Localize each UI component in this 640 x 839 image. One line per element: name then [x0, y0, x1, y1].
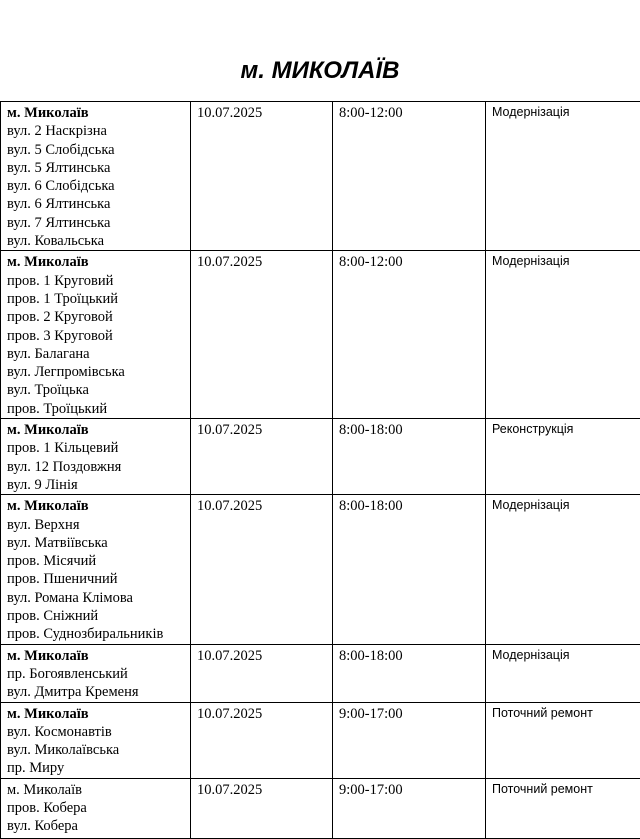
- street-name: пров. Троїцький: [7, 400, 190, 418]
- outage-schedule-table: [0, 101, 640, 839]
- table-row: [1, 102, 640, 251]
- time-cell: 8:00-18:00: [333, 495, 486, 644]
- date-cell: 10.07.2025: [191, 644, 333, 702]
- date-cell: 10.07.2025: [191, 419, 333, 495]
- page-title: м. МИКОЛАЇВ: [0, 57, 640, 85]
- street-name: пров. 1 Кільцевий: [7, 439, 190, 457]
- street-name: пр. Миру: [7, 759, 190, 777]
- street-name: вул. 2 Наскрізна: [7, 122, 190, 140]
- street-name: вул. 12 Поздовжня: [7, 458, 190, 476]
- time-cell: 8:00-12:00: [333, 102, 486, 251]
- street-name: пр. Богоявленський: [7, 665, 190, 683]
- work-type-cell: Реконструкція: [486, 419, 640, 495]
- street-name: пров. 3 Круговой: [7, 327, 190, 345]
- city-name: м. Миколаїв: [7, 104, 190, 122]
- address-cell: [1, 644, 191, 702]
- city-name: м. Миколаїв: [7, 421, 190, 439]
- street-name: пров. Суднозбиральників: [7, 625, 190, 643]
- address-cell: [1, 702, 191, 778]
- address-cell: [1, 419, 191, 495]
- address-cell: [1, 778, 191, 838]
- date-cell: 10.07.2025: [191, 495, 333, 644]
- date-cell: 10.07.2025: [191, 102, 333, 251]
- work-type-cell: Модернізація: [486, 102, 640, 251]
- time-cell: 8:00-18:00: [333, 419, 486, 495]
- street-name: вул. Романа Клімова: [7, 589, 190, 607]
- city-name: м. Миколаїв: [7, 647, 190, 665]
- street-name: вул. 5 Слобідська: [7, 141, 190, 159]
- street-name: вул. Кобера: [7, 817, 190, 835]
- street-name: вул. Матвіївська: [7, 534, 190, 552]
- time-cell: 9:00-17:00: [333, 702, 486, 778]
- street-name: пров. 1 Троїцький: [7, 290, 190, 308]
- street-name: вул. Космонавтів: [7, 723, 190, 741]
- time-cell: 8:00-18:00: [333, 644, 486, 702]
- street-name: вул. Балагана: [7, 345, 190, 363]
- street-name: вул. Миколаївська: [7, 741, 190, 759]
- city-name: м. Миколаїв: [7, 253, 190, 271]
- table-row: [1, 644, 640, 702]
- table-row: [1, 778, 640, 838]
- work-type-cell: Поточний ремонт: [486, 702, 640, 778]
- address-cell: [1, 102, 191, 251]
- street-name: вул. Ковальська: [7, 232, 190, 250]
- street-name: пров. Сніжний: [7, 607, 190, 625]
- street-name: пров. Місячий: [7, 552, 190, 570]
- street-name: вул. Верхня: [7, 516, 190, 534]
- street-name: вул. Троїцька: [7, 381, 190, 399]
- street-name: вул. 9 Лінія: [7, 476, 190, 494]
- street-name: вул. 7 Ялтинська: [7, 214, 190, 232]
- time-cell: 8:00-12:00: [333, 251, 486, 419]
- date-cell: 10.07.2025: [191, 702, 333, 778]
- street-name: вул. Легпромівська: [7, 363, 190, 381]
- work-type-cell: Модернізація: [486, 495, 640, 644]
- table-row: [1, 251, 640, 419]
- city-name: м. Миколаїв: [7, 705, 190, 723]
- street-name: пров. Пшеничний: [7, 570, 190, 588]
- city-name: м. Миколаїв: [7, 781, 190, 799]
- street-name: пров. 2 Круговой: [7, 308, 190, 326]
- city-name: м. Миколаїв: [7, 497, 190, 515]
- address-cell: [1, 251, 191, 419]
- street-name: пров. Кобера: [7, 799, 190, 817]
- work-type-cell: Поточний ремонт: [486, 778, 640, 838]
- street-name: вул. 6 Слобідська: [7, 177, 190, 195]
- table-row: [1, 495, 640, 644]
- work-type-cell: Модернізація: [486, 644, 640, 702]
- work-type-cell: Модернізація: [486, 251, 640, 419]
- table-row: [1, 702, 640, 778]
- street-name: пров. 1 Круговий: [7, 272, 190, 290]
- table-row: [1, 419, 640, 495]
- street-name: вул. 6 Ялтинська: [7, 195, 190, 213]
- date-cell: 10.07.2025: [191, 778, 333, 838]
- street-name: вул. 5 Ялтинська: [7, 159, 190, 177]
- address-cell: [1, 495, 191, 644]
- date-cell: 10.07.2025: [191, 251, 333, 419]
- time-cell: 9:00-17:00: [333, 778, 486, 838]
- street-name: вул. Дмитра Кременя: [7, 683, 190, 701]
